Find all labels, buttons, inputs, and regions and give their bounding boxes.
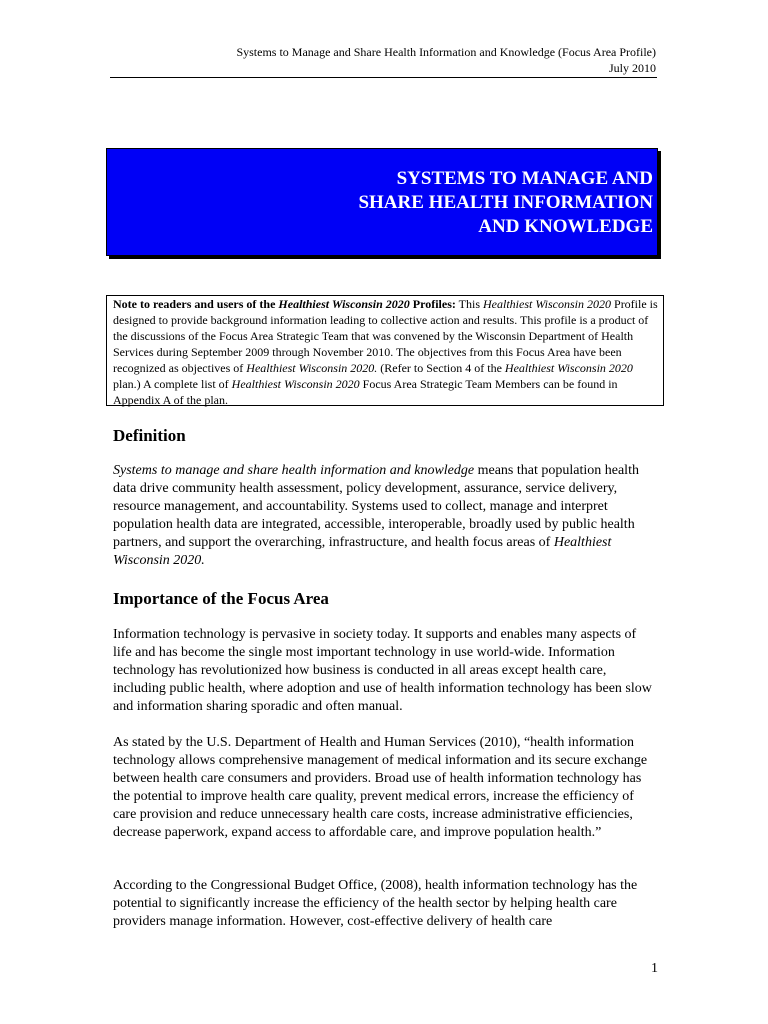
- note-text: Note to readers and users of the Healthiest Wisconsin 2020 Profiles: This Healthiest Wisconsin 2020 Profile is designed to provide background information leading to collective action and results. This profile is a product of the discussions of the Focus Area Strategic Team that was convened by the Wisconsin Department of Health Services during September 2009 through November 2010. The objectives from this Focus Area have been recognized as objectives of Healthiest Wisconsin 2020. (Refer to Section 4 of the Healthiest Wisconsin 2020 plan.) A complete list of Healthiest Wisconsin 2020 Focus Area Strategic Team Members can be found in Appendix A of the plan.: [113, 297, 658, 407]
- definition-heading: Definition: [113, 426, 186, 445]
- note-to-readers-box: [106, 295, 664, 406]
- importance-paragraph-2: As stated by the U.S. Department of Health and Human Services (2010), “health information technology allows comprehensive management of medical information and its secure exchange between health care consumers and providers. Broad use of health information technology has the potential to improve health care quality, prevent medical errors, increase the efficiency of care provision and reduce unnecessary health care costs, increase administrative efficiencies, decrease paperwork, expand access to affordable care, and improve population health.”: [113, 735, 648, 840]
- definition-paragraph: Systems to manage and share health information and knowledge means that population health data drive community health assessment, policy development, assurance, service delivery, resource management, and accountability. Systems used to collect, manage and interpret population health data are integrated, accessible, interoperable, broadly used by public health partners, and support the overarching, infrastructure, and health focus areas of Healthiest Wisconsin 2020.: [113, 463, 639, 568]
- banner-line-3: AND KNOWLEDGE: [478, 216, 653, 237]
- header-divider: [110, 77, 657, 78]
- importance-paragraph-3: According to the Congressional Budget Office, (2008), health information technology has the potential to significantly increase the efficiency of the health sector by helping health care providers manage information. However, cost-effective delivery of health care: [113, 878, 638, 929]
- note-lead: Note to readers and users of the Healthiest Wisconsin 2020 Profiles:: [113, 297, 456, 311]
- title-banner: [106, 148, 658, 256]
- banner-line-1: SYSTEMS TO MANAGE AND: [396, 168, 653, 189]
- header-date: July 2010: [608, 61, 656, 75]
- importance-heading: Importance of the Focus Area: [113, 589, 329, 608]
- running-header: [110, 44, 656, 76]
- importance-paragraph-1: Information technology is pervasive in society today. It supports and enables many aspects of life and has become the single most important technology in use world-wide. Information technology has revolutionized how business is conducted in all areas except health care, including public health, where adoption and use of health information technology has been slow and information sharing sporadic and often manual.: [113, 627, 652, 714]
- page-number: 1: [651, 961, 658, 976]
- header-title: Systems to Manage and Share Health Information and Knowledge (Focus Area Profile): [236, 45, 656, 59]
- banner-line-2: SHARE HEALTH INFORMATION: [358, 192, 653, 213]
